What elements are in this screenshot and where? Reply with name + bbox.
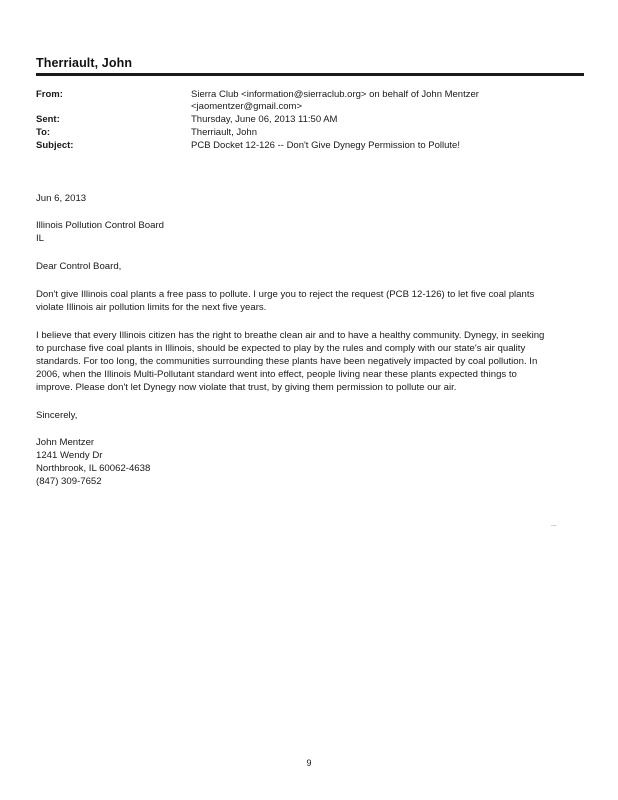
paragraph-2-line: standards. For too long, the communities surrounding these plants have been negatively impacted by coal pollution. In (36, 356, 538, 367)
sent-label: Sent: (36, 114, 60, 125)
from-label: From: (36, 89, 63, 100)
header-rule (36, 73, 584, 76)
signature-street: 1241 Wendy Dr (36, 450, 103, 461)
margin-mark: ... (551, 521, 557, 528)
sent-value: Thursday, June 06, 2013 11:50 AM (191, 114, 338, 125)
salutation: Dear Control Board, (36, 261, 122, 272)
page-number: 9 (306, 758, 312, 768)
from-value: Sierra Club <information@sierraclub.org> on behalf of John Mentzer (191, 89, 479, 100)
recipient-state: IL (36, 233, 45, 244)
signature-name: John Mentzer (36, 437, 95, 448)
recipient-name: Illinois Pollution Control Board (36, 220, 164, 231)
signature-city: Northbrook, IL 60062-4638 (36, 463, 151, 474)
to-value: Therriault, John (191, 127, 258, 138)
paragraph-1-line: violate Illinois air pollution limits for the next five years. (36, 302, 267, 313)
closing: Sincerely, (36, 410, 78, 421)
paragraph-2-line: 2006, when the Illinois Multi-Pollutant standard went into effect, people living near these plants expected things to (36, 369, 517, 380)
paragraph-2-line: I believe that every Illinois citizen has the right to breathe clean air and to have a healthy community. Dynegy, in seeking (36, 330, 545, 341)
paragraph-2-line: improve. Please don't let Dynegy now violate that trust, by giving them permission to pollute our air. (36, 382, 457, 393)
to-label: To: (36, 127, 51, 138)
email-owner-name: Therriault, John (36, 56, 133, 70)
paragraph-1-line: Don't give Illinois coal plants a free pass to pollute. I urge you to reject the request (PCB 12-126) to let five coal plants (36, 289, 535, 300)
subject-label: Subject: (36, 140, 74, 151)
from-email: <jaomentzer@gmail.com> (191, 101, 303, 112)
signature-phone: (847) 309-7652 (36, 476, 102, 487)
paragraph-2-line: to purchase five coal plants in Illinois, should be expected to play by the rules and comply with our state's air quality (36, 343, 526, 354)
subject-value: PCB Docket 12-126 -- Don't Give Dynegy Permission to Pollute! (191, 140, 460, 151)
letter-date: Jun 6, 2013 (36, 193, 87, 204)
